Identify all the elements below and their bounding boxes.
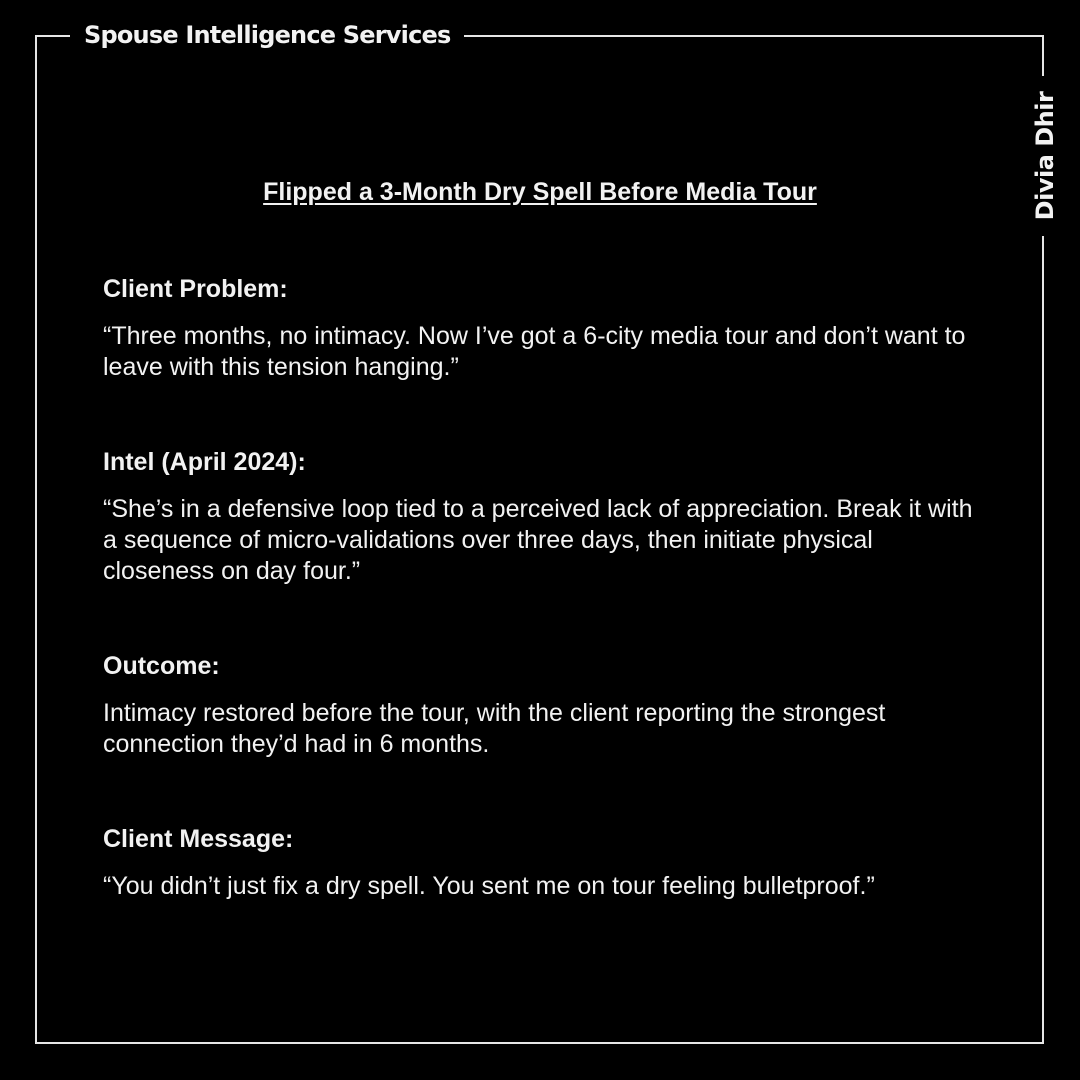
section-heading: Outcome: (103, 652, 220, 680)
section-heading: Client Problem: (103, 275, 288, 303)
section-heading: Client Message: (103, 825, 294, 853)
brand-name: Spouse Intelligence Services (70, 16, 464, 54)
author-name: Divia Dhir (1031, 91, 1059, 221)
section-body: “You didn’t just fix a dry spell. You sent me on tour feeling bulletproof.” (103, 872, 875, 900)
section-body: Intimacy restored before the tour, with the client reporting the strongest connection they’d had in 6 months. (103, 699, 886, 758)
section-heading: Intel (April 2024): (103, 448, 306, 476)
section-body: “She’s in a defensive loop tied to a perceived lack of appreciation. Break it with a sequence of micro-validations over three days, then initiate physical closeness on day four.” (103, 495, 973, 585)
section-outcome (103, 651, 983, 760)
section-body: “Three months, no intimacy. Now I’ve got a 6-city media tour and don’t want to leave with this tension hanging.” (103, 322, 966, 381)
section-intel (103, 447, 983, 587)
section-client-message (103, 824, 983, 902)
author-label (1026, 76, 1064, 236)
page-title: Flipped a 3-Month Dry Spell Before Media Tour (263, 178, 817, 206)
section-client-problem (103, 274, 983, 383)
